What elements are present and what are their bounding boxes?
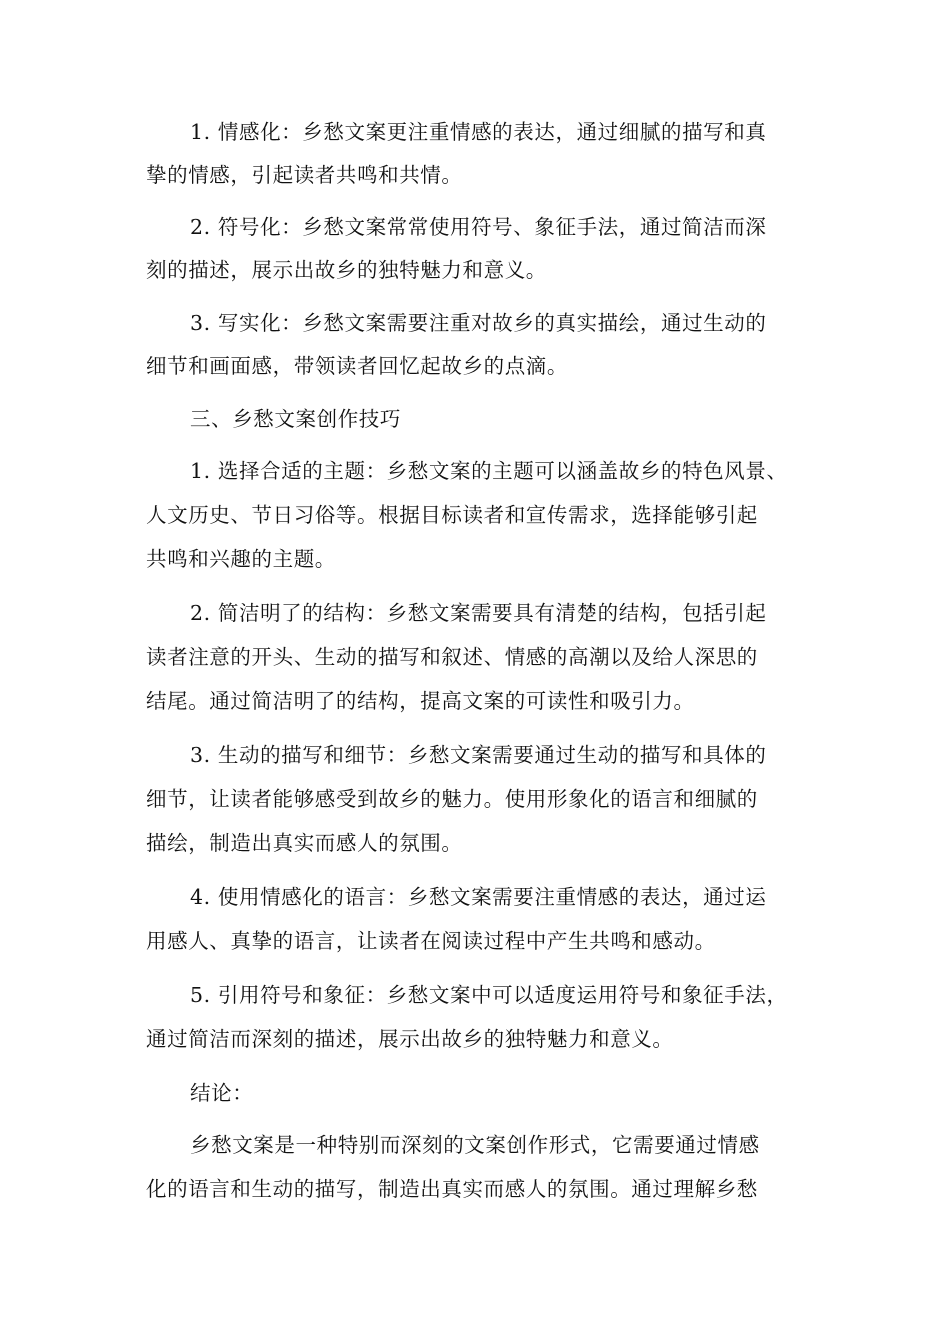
paragraph-line: 5. 引用符号和象征：乡愁文案中可以适度运用符号和象征手法， (190, 983, 788, 1007)
paragraph-line: 4. 使用情感化的语言：乡愁文案需要注重情感的表达，通过运 (190, 885, 767, 909)
paragraph-line: 挚的情感，引起读者共鸣和共情。 (146, 163, 463, 187)
paragraph-line: 3. 生动的描写和细节：乡愁文案需要通过生动的描写和具体的 (190, 743, 767, 767)
paragraph-line: 细节和画面感，带领读者回忆起故乡的点滴。 (146, 354, 568, 378)
paragraph-line: 乡愁文案是一种特别而深刻的文案创作形式，它需要通过情感 (190, 1133, 760, 1157)
paragraph-line: 化的语言和生动的描写，制造出真实而感人的氛围。通过理解乡愁 (146, 1177, 758, 1201)
paragraph-line: 读者注意的开头、生动的描写和叙述、情感的高潮以及给人深思的 (146, 645, 758, 669)
paragraph-line: 细节，让读者能够感受到故乡的魅力。使用形象化的语言和细腻的 (146, 787, 758, 811)
paragraph-line: 刻的描述，展示出故乡的独特魅力和意义。 (146, 258, 547, 282)
conclusion-heading-text: 结论： (190, 1081, 254, 1105)
paragraph-line: 描绘，制造出真实而感人的氛围。 (146, 831, 463, 855)
paragraph-line: 结尾。通过简洁明了的结构，提高文案的可读性和吸引力。 (146, 689, 695, 713)
paragraph-line: 共鸣和兴趣的主题。 (146, 547, 336, 571)
paragraph-line: 2. 简洁明了的结构：乡愁文案需要具有清楚的结构，包括引起 (190, 601, 767, 625)
paragraph-line: 通过简洁而深刻的描述，展示出故乡的独特魅力和意义。 (146, 1027, 674, 1051)
paragraph-line: 3. 写实化：乡愁文案需要注重对故乡的真实描绘，通过生动的 (190, 311, 767, 335)
section-heading-text: 三、乡愁文案创作技巧 (190, 407, 401, 431)
paragraph-line: 用感人、真挚的语言，让读者在阅读过程中产生共鸣和感动。 (146, 929, 716, 953)
paragraph-line: 1. 情感化：乡愁文案更注重情感的表达，通过细腻的描写和真 (190, 120, 767, 144)
paragraph-line: 2. 符号化：乡愁文案常常使用符号、象征手法，通过简洁而深 (190, 215, 767, 239)
paragraph-line: 1. 选择合适的主题：乡愁文案的主题可以涵盖故乡的特色风景、 (190, 459, 788, 483)
paragraph-line: 人文历史、节日习俗等。根据目标读者和宣传需求，选择能够引起 (146, 503, 758, 527)
